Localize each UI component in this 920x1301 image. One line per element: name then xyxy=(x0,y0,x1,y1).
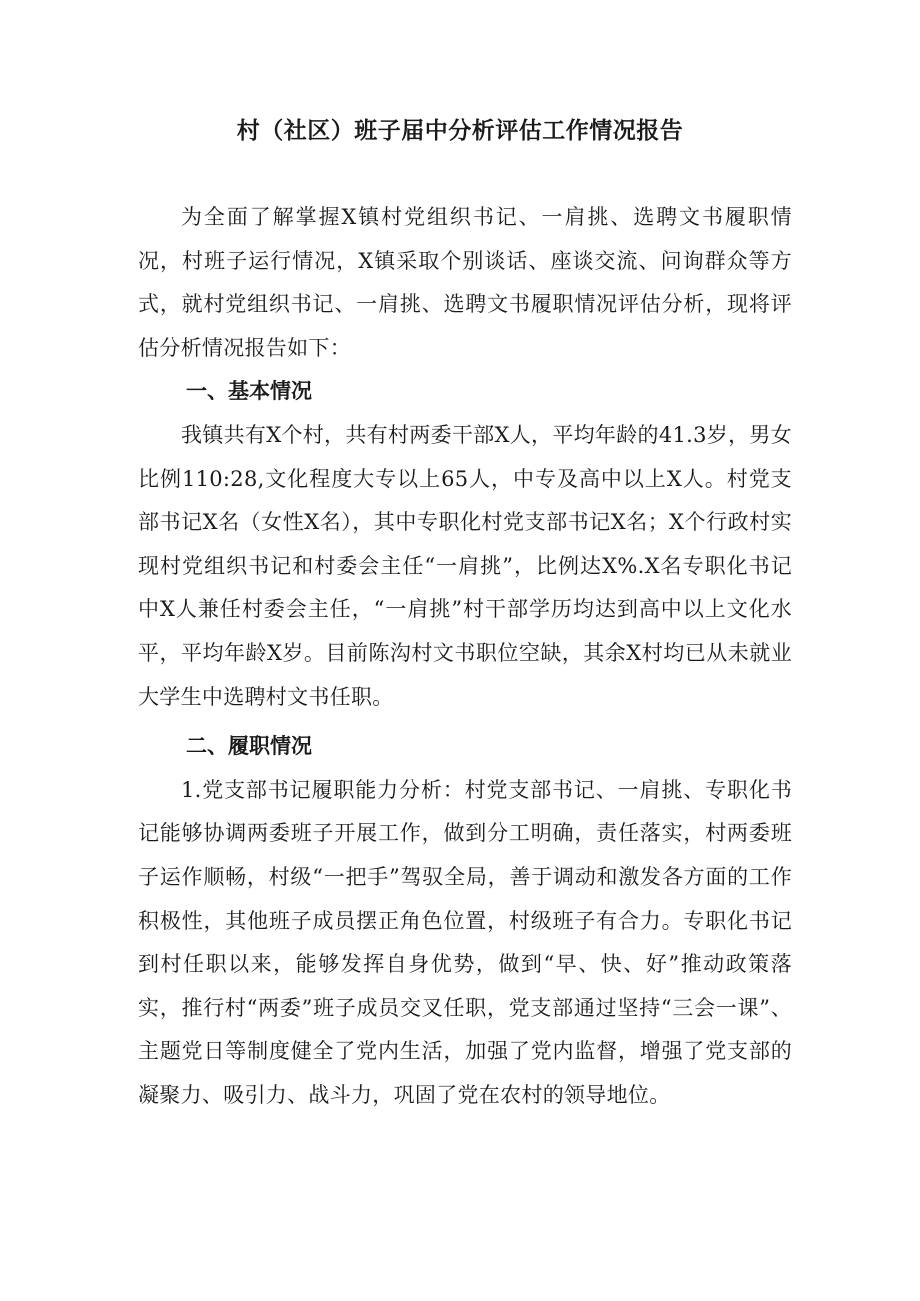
basic-situation-paragraph: 我镇共有X个村，共有村两委干部X人，平均年龄的41.3岁，男女比例110:28,文化程度大专以上65人，中专及高中以上X人。村党支部书记X名（女性X名），其中专职化村党支部书记X名；X个行政村实现村党组织书记和村委会主任“一肩挑”，比例达X%.X名专职化书记中X人兼任村委会主任，“一肩挑”村干部学历均达到高中以上文化水平，平均年龄X岁。目前陈沟村文书职位空缺，其余X村均已从未就业大学生中选聘村文书任职。 xyxy=(138,422,792,709)
intro-paragraph: 为全面了解掌握X镇村党组织书记、一肩挑、选聘文书履职情况，村班子运行情况，X镇采取个别谈话、座谈交流、问询群众等方式，就村党组织书记、一肩挑、选聘文书履职情况评估分析，现将评估分析情况报告如下： xyxy=(138,205,792,360)
duty-performance-paragraph: 1.党支部书记履职能力分析：村党支部书记、一肩挑、专职化书记能够协调两委班子开展工作，做到分工明确，责任落实，村两委班子运作顺畅，村级“一把手”驾驭全局，善于调动和激发各方面的工作积极性，其他班子成员摆正角色位置，村级班子有合力。专职化书记到村任职以来，能够发挥自身优势，做到“早、快、好”推动政策落实，推行村“两委”班子成员交叉任职，党支部通过坚持“三会一课”、主题党日等制度健全了党内生活，加强了党内监督，增强了党支部的凝聚力、吸引力、战斗力，巩固了党在农村的领导地位。 xyxy=(138,777,792,1107)
document-title: 村（社区）班子届中分析评估工作情况报告 xyxy=(236,118,684,144)
document-body xyxy=(138,196,792,1117)
section-heading-duty-performance: 二、履职情况 xyxy=(186,734,312,759)
section-heading-basic-situation: 一、基本情况 xyxy=(186,379,312,404)
